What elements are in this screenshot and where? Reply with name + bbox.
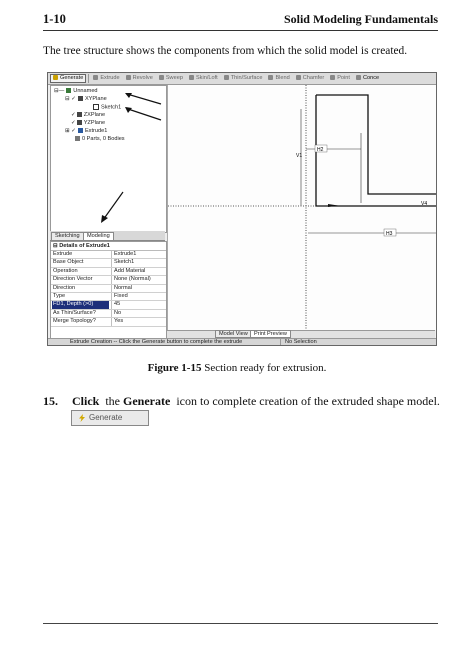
blend-icon	[268, 75, 273, 80]
profile-left-edge	[316, 95, 436, 206]
toolbar	[48, 73, 436, 85]
page-number: 1-10	[43, 12, 66, 26]
tree-tabs	[50, 231, 165, 241]
details-row[interactable]: Operation Add Material	[51, 268, 166, 276]
lightning-icon	[53, 75, 58, 80]
chamfer-tool[interactable]: Chamfer	[294, 74, 326, 83]
extrude-icon	[78, 128, 83, 133]
selection-status: No Selection	[280, 339, 317, 346]
feature-tree	[50, 85, 167, 233]
figure-label: Figure 1-15	[147, 362, 202, 374]
toolbar-separator	[88, 74, 89, 83]
status-message: Extrude Creation -- Click the Generate button to complete the extrude	[70, 339, 243, 345]
tab-print-preview[interactable]: Print Preview	[250, 330, 291, 338]
model-icon	[66, 88, 71, 93]
tree-zxplane[interactable]: ✓ ZXPlane	[71, 112, 106, 118]
generate-button-image[interactable]: Generate	[71, 410, 149, 426]
tab-modeling[interactable]: Modeling	[83, 232, 114, 241]
callout-arrow-3	[99, 190, 127, 224]
figure-caption	[0, 362, 474, 374]
details-row[interactable]: As Thin/Surface? No	[51, 310, 166, 318]
skin-loft-tool[interactable]: Skin/Loft	[187, 74, 220, 83]
details-row[interactable]: Direction Normal	[51, 285, 166, 293]
revolve-tool[interactable]: Revolve	[124, 74, 155, 83]
figure-caption-text: Section ready for extrusion.	[204, 362, 327, 374]
plane-icon	[77, 120, 82, 125]
conversion-tool[interactable]: Conce	[354, 74, 381, 83]
tree-extrude1[interactable]: ⊞ ✓ Extrude1	[65, 128, 108, 134]
dim-h2-label: H2	[317, 147, 324, 153]
tree-sketch1[interactable]: Sketch1	[93, 104, 121, 111]
sketch-icon	[93, 104, 99, 110]
callout-arrow-2	[123, 106, 163, 122]
thin-surface-tool[interactable]: Thin/Surface	[222, 74, 265, 83]
page-header	[43, 12, 438, 32]
status-bar	[48, 338, 436, 346]
dim-v4-label: V4	[421, 201, 428, 207]
graphics-canvas[interactable]	[167, 85, 436, 330]
generate-tool[interactable]: Generate	[50, 74, 86, 83]
chamfer-icon	[296, 75, 301, 80]
details-row[interactable]: Base Object Sketch1	[51, 259, 166, 267]
details-row-depth[interactable]: FD1, Depth (>0) 45	[51, 301, 166, 309]
step-text: Click the Generate icon to complete creation of the extruded shape model.	[72, 394, 440, 408]
details-row[interactable]: Direction Vector None (Normal)	[51, 276, 166, 284]
conversion-icon	[356, 75, 361, 80]
designmodeler-screenshot	[47, 72, 437, 346]
lightning-icon	[78, 414, 86, 422]
details-row[interactable]: Merge Topology? Yes	[51, 318, 166, 326]
profile-step	[316, 95, 436, 194]
tree-yzplane[interactable]: ✓ YZPlane	[71, 120, 106, 126]
details-title: ⊟ Details of Extrude1	[51, 242, 166, 251]
skin-loft-icon	[189, 75, 194, 80]
sweep-tool[interactable]: Sweep	[157, 74, 185, 83]
plane-icon	[77, 112, 82, 117]
revolve-icon	[126, 75, 131, 80]
sketch-view	[168, 85, 436, 330]
sweep-icon	[159, 75, 164, 80]
point-icon	[330, 75, 335, 80]
bodies-icon	[75, 136, 80, 141]
callout-arrow-1	[123, 92, 163, 106]
details-view	[50, 241, 167, 341]
header-rule	[43, 30, 438, 31]
footer-rule	[43, 623, 438, 624]
tree-bodies[interactable]: 0 Parts, 0 Bodies	[75, 136, 125, 143]
tree-xyplane[interactable]: ⊟ ✓ XYPlane	[65, 96, 107, 102]
point-tool[interactable]: Point	[328, 74, 352, 83]
tab-model-view[interactable]: Model View	[215, 330, 252, 338]
blend-tool[interactable]: Blend	[266, 74, 291, 83]
thin-surface-icon	[224, 75, 229, 80]
details-row[interactable]: Extrude Extrude1	[51, 251, 166, 259]
extrude-icon	[93, 75, 98, 80]
step-number: 15.	[43, 394, 58, 408]
details-row[interactable]: Type Fixed	[51, 293, 166, 301]
dim-v1-label: V1	[296, 153, 303, 159]
chapter-title: Solid Modeling Fundamentals	[283, 12, 438, 26]
extrude-tool[interactable]: Extrude	[91, 74, 121, 83]
intro-paragraph: The tree structure shows the components from which the solid model is created.	[43, 45, 408, 57]
plane-icon	[78, 96, 83, 101]
dim-h3-label: H3	[386, 231, 393, 237]
tree-root[interactable]: ⊟— Unnamed	[54, 88, 98, 94]
tab-sketching[interactable]: Sketching	[51, 232, 84, 241]
